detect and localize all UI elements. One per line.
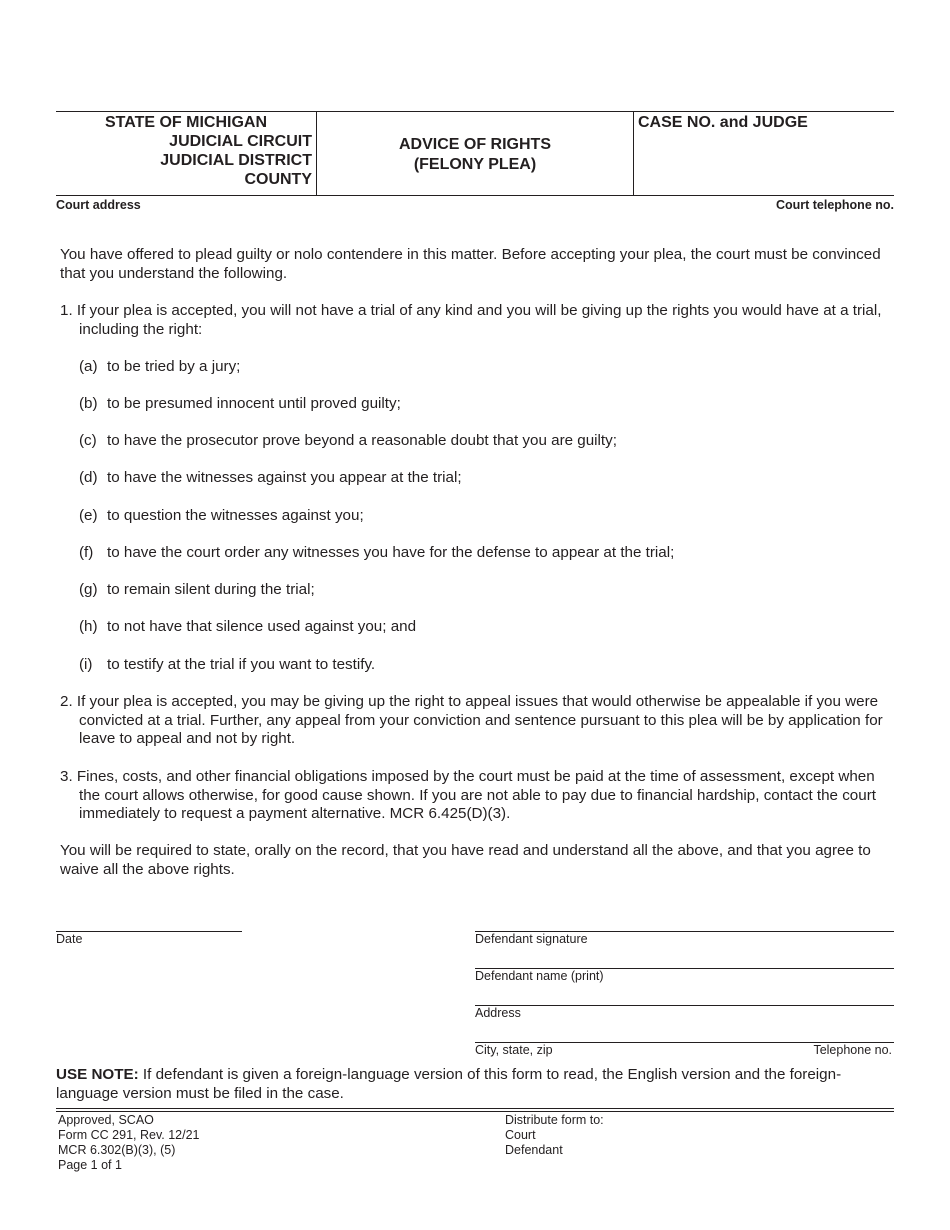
right-text: to have the court order any witnesses you have for the defense to appear at the trial; (107, 544, 675, 561)
header-divider-left (316, 111, 317, 195)
court-district-line: JUDICIAL DISTRICT (160, 152, 312, 169)
header-top-rule (56, 111, 894, 112)
footer-rule-bottom (56, 1111, 894, 1112)
footer-distribute-court: Court (505, 1128, 536, 1142)
item-1-paragraph: 1. If your plea is accepted, you will not have a trial of any kind and you will be giving up the rights you would have at a trial, including the right: (60, 302, 882, 338)
footer-mcr-reference: MCR 6.302(B)(3), (5) (58, 1143, 176, 1157)
use-note (56, 1066, 896, 1103)
footer-form-info (58, 1113, 200, 1173)
item-2-paragraph: 2. If your plea is accepted, you may be giving up the right to appeal issues that would otherwise be appealable if you were convicted at a trial. Further, any appeal from your conviction and sentence pursuant to this plea will be by application for leave to appeal and not by right. (60, 693, 883, 747)
header-divider-right (633, 111, 634, 195)
form-title-line-1: ADVICE OF RIGHTS (398, 136, 551, 153)
right-text: to testify at the trial if you want to testify. (107, 656, 376, 673)
city-state-zip-label: City, state, zip (475, 1043, 553, 1057)
right-letter: (f) (79, 544, 94, 561)
right-item-e (79, 507, 364, 526)
right-letter: (a) (79, 358, 98, 375)
court-circuit-line: JUDICIAL CIRCUIT (169, 133, 312, 150)
right-text: to remain silent during the trial; (107, 581, 315, 598)
footer-distribution (505, 1113, 604, 1158)
right-item-b (79, 395, 401, 414)
form-title (318, 135, 632, 175)
right-item-c (79, 432, 617, 451)
right-text: to question the witnesses against you; (107, 507, 364, 524)
right-item-i (79, 656, 375, 675)
item-3-paragraph: 3. Fines, costs, and other financial obligations imposed by the court must be paid at the time of assessment, except when the court allows otherwise, for good cause shown. If you are not able to pay due to financial hardship, contact the court immediately to request a payment alternative. MCR 6.425(D)(3). (60, 768, 876, 822)
right-letter: (d) (79, 469, 98, 486)
use-note-text: If defendant is given a foreign-language version of this form to read, the English version and the foreign-language version must be filed in the case. (56, 1066, 842, 1102)
defendant-name-label: Defendant name (print) (475, 969, 604, 983)
court-telephone-label: Court telephone no. (775, 198, 894, 212)
court-address-label: Court address (56, 198, 141, 212)
intro-paragraph: You have offered to plead guilty or nolo contendere in this matter. Before accepting your plea, the court must be convinced that you understand the following. (60, 246, 881, 282)
right-letter: (g) (79, 581, 98, 598)
use-note-label: USE NOTE: (56, 1066, 139, 1083)
footer-distribute-label: Distribute form to: (505, 1113, 604, 1127)
right-text: to have the prosecutor prove beyond a reasonable doubt that you are guilty; (107, 432, 617, 449)
defendant-signature-label: Defendant signature (475, 932, 588, 946)
court-state-line: STATE OF MICHIGAN (104, 114, 267, 131)
right-item-g (79, 581, 315, 600)
footer-form-number: Form CC 291, Rev. 12/21 (58, 1128, 200, 1142)
right-item-f (79, 544, 674, 563)
right-item-h (79, 618, 416, 637)
address-line[interactable] (475, 1005, 894, 1006)
date-label: Date (56, 932, 83, 946)
right-item-d (79, 469, 462, 488)
date-line[interactable] (56, 931, 242, 932)
right-letter: (b) (79, 395, 98, 412)
right-text: to be presumed innocent until proved guilty; (107, 395, 401, 412)
case-number-label: CASE NO. and JUDGE (638, 114, 808, 131)
right-text: to have the witnesses against you appear at the trial; (107, 469, 462, 486)
footer-rule-top (56, 1108, 894, 1109)
footer-distribute-defendant: Defendant (505, 1143, 563, 1157)
header-bottom-rule (56, 195, 894, 196)
telephone-label: Telephone no. (813, 1043, 892, 1057)
court-identification (56, 113, 312, 189)
form-title-line-2: (FELONY PLEA) (413, 156, 537, 173)
right-letter: (c) (79, 432, 97, 449)
footer-approved: Approved, SCAO (58, 1113, 154, 1127)
right-letter: (h) (79, 618, 98, 635)
right-letter: (i) (79, 656, 93, 673)
right-text: to not have that silence used against you; and (107, 618, 417, 635)
closing-paragraph: You will be required to state, orally on the record, that you have read and understand all the above, and that you agree to waive all the above rights. (60, 842, 871, 878)
right-item-a (79, 358, 240, 377)
footer-page-number: Page 1 of 1 (58, 1158, 122, 1172)
court-county-line: COUNTY (244, 171, 312, 188)
right-text: to be tried by a jury; (107, 358, 241, 375)
address-label: Address (475, 1006, 521, 1020)
right-letter: (e) (79, 507, 98, 524)
